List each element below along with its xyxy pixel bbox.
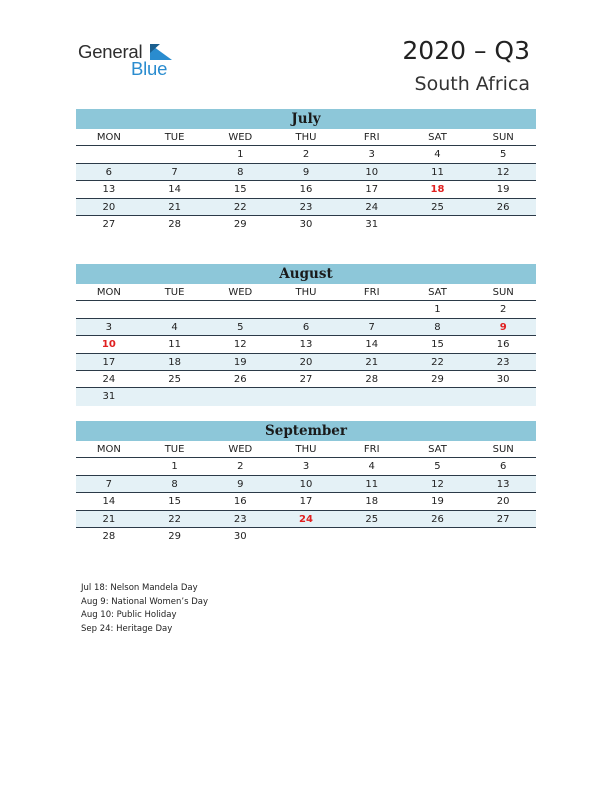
date-cell: 30	[496, 373, 510, 385]
date-cell: 3	[105, 321, 113, 333]
date-cell: 25	[365, 513, 379, 525]
date-cell: 5	[434, 461, 441, 473]
weekday-sun: SUN	[492, 444, 514, 455]
date-cell: 7	[171, 166, 178, 178]
empty-cell	[470, 216, 536, 233]
date-cell: 25	[431, 201, 444, 213]
week-row	[76, 319, 536, 336]
empty-cell	[405, 388, 471, 405]
date-cell: 19	[233, 356, 247, 368]
date-cell: 2	[302, 149, 310, 161]
date-cell: 1	[237, 149, 244, 161]
empty-cell	[470, 528, 536, 545]
date-cell: 29	[168, 530, 181, 542]
holiday-date-cell: 9	[499, 321, 507, 333]
date-cell: 26	[431, 513, 444, 525]
date-cell: 26	[233, 373, 247, 385]
empty-cell	[273, 301, 339, 317]
brand-logo	[78, 41, 178, 81]
weekday-sat: SAT	[428, 132, 447, 143]
weekday-sun: SUN	[492, 132, 514, 143]
date-cell: 22	[168, 513, 181, 525]
date-cell: 17	[102, 356, 116, 368]
weekday-sat: SAT	[428, 287, 447, 298]
date-cell: 29	[431, 373, 444, 385]
week-row	[76, 388, 536, 405]
holiday-date-cell: 18	[430, 184, 445, 196]
holiday-notes	[81, 582, 208, 636]
date-cell: 14	[102, 496, 116, 508]
empty-cell	[142, 146, 208, 162]
date-cell: 24	[102, 373, 116, 385]
date-cell: 25	[168, 373, 181, 385]
date-cell: 13	[299, 339, 313, 351]
weekday-fri: FRI	[363, 287, 380, 298]
holiday-note: Aug 10: Public Holiday	[81, 610, 177, 620]
week-row	[76, 528, 536, 545]
weekday-row	[76, 284, 536, 301]
week-row	[76, 458, 536, 475]
date-cell: 11	[365, 478, 379, 490]
date-cell: 10	[365, 166, 379, 178]
week-row	[76, 301, 536, 318]
weekday-wed: WED	[228, 444, 253, 455]
date-cell: 11	[431, 166, 444, 178]
empty-cell	[76, 146, 142, 162]
weekday-thu: THU	[295, 287, 317, 298]
date-cell: 4	[171, 321, 178, 333]
weekday-row	[76, 441, 536, 458]
date-cell: 7	[105, 478, 113, 490]
date-cell: 3	[368, 149, 375, 161]
empty-cell	[273, 528, 339, 545]
month-july	[76, 109, 536, 233]
date-cell: 6	[302, 321, 310, 333]
weekday-wed: WED	[228, 132, 253, 143]
weekday-fri: FRI	[363, 132, 380, 143]
date-cell: 27	[102, 218, 116, 230]
week-row	[76, 371, 536, 388]
date-cell: 8	[237, 166, 244, 178]
date-cell: 23	[233, 513, 247, 525]
date-cell: 14	[168, 184, 181, 196]
date-cell: 24	[365, 201, 379, 213]
date-cell: 18	[168, 356, 181, 368]
date-cell: 10	[299, 478, 313, 490]
empty-cell	[207, 388, 273, 405]
date-cell: 1	[171, 461, 178, 473]
week-row	[76, 476, 536, 493]
weekday-thu: THU	[295, 132, 317, 143]
date-cell: 28	[102, 530, 116, 542]
date-cell: 31	[102, 391, 116, 403]
date-cell: 31	[365, 218, 379, 230]
page-title: 2020 – Q3	[402, 36, 530, 65]
date-cell: 23	[496, 356, 510, 368]
empty-cell	[76, 301, 142, 317]
week-row	[76, 181, 536, 198]
date-cell: 3	[302, 461, 310, 473]
empty-cell	[207, 301, 273, 317]
date-cell: 15	[168, 496, 181, 508]
date-cell: 12	[431, 478, 444, 490]
date-cell: 30	[233, 530, 247, 542]
week-rows	[76, 458, 536, 545]
week-row	[76, 164, 536, 181]
date-cell: 23	[299, 201, 313, 213]
month-september	[76, 421, 536, 545]
holiday-note: Aug 9: National Women’s Day	[81, 596, 209, 607]
date-cell: 4	[434, 149, 441, 161]
date-cell: 21	[365, 356, 379, 368]
empty-cell	[405, 216, 471, 233]
date-cell: 21	[168, 201, 181, 213]
date-cell: 28	[168, 218, 181, 230]
week-row	[76, 199, 536, 216]
date-cell: 6	[499, 461, 507, 473]
date-cell: 2	[237, 461, 244, 473]
date-cell: 7	[368, 321, 375, 333]
date-cell: 5	[499, 149, 507, 161]
date-cell: 17	[365, 184, 379, 196]
date-cell: 12	[496, 166, 510, 178]
date-cell: 16	[496, 339, 510, 351]
weekday-tue: TUE	[164, 287, 185, 298]
month-header: September	[76, 421, 536, 441]
weekday-tue: TUE	[164, 132, 185, 143]
weekday-tue: TUE	[164, 444, 185, 455]
date-cell: 22	[233, 201, 247, 213]
date-cell: 20	[299, 356, 313, 368]
empty-cell	[339, 388, 405, 405]
weekday-row	[76, 129, 536, 146]
date-cell: 16	[299, 184, 313, 196]
weekday-sun: SUN	[492, 287, 514, 298]
holiday-date-cell: 10	[101, 339, 116, 351]
date-cell: 19	[496, 184, 510, 196]
date-cell: 12	[233, 339, 247, 351]
date-cell: 30	[299, 218, 313, 230]
date-cell: 18	[365, 496, 379, 508]
date-cell: 13	[496, 478, 510, 490]
date-cell: 15	[233, 184, 247, 196]
date-cell: 8	[171, 478, 178, 490]
date-cell: 27	[496, 513, 510, 525]
weekday-fri: FRI	[363, 444, 380, 455]
date-cell: 2	[499, 304, 507, 316]
date-cell: 21	[102, 513, 116, 525]
date-cell: 8	[434, 321, 441, 333]
empty-cell	[339, 301, 405, 317]
date-cell: 9	[302, 166, 310, 178]
holiday-date-cell: 24	[299, 513, 313, 525]
date-cell: 27	[299, 373, 313, 385]
date-cell: 5	[237, 321, 244, 333]
empty-cell	[76, 458, 142, 474]
date-cell: 13	[102, 184, 116, 196]
weekday-mon: MON	[96, 444, 121, 455]
weekday-mon: MON	[96, 132, 121, 143]
date-cell: 22	[431, 356, 444, 368]
empty-cell	[339, 528, 405, 545]
date-cell: 4	[368, 461, 375, 473]
week-row	[76, 354, 536, 371]
date-cell: 20	[496, 496, 510, 508]
weekday-thu: THU	[295, 444, 317, 455]
month-header: August	[76, 264, 536, 284]
week-row	[76, 493, 536, 510]
date-cell: 1	[434, 304, 441, 316]
empty-cell	[142, 388, 208, 405]
week-row	[76, 511, 536, 528]
weekday-wed: WED	[228, 287, 253, 298]
date-cell: 17	[299, 496, 313, 508]
date-cell: 19	[431, 496, 444, 508]
week-rows	[76, 146, 536, 233]
date-cell: 9	[237, 478, 244, 490]
brand-general-text: General	[78, 41, 143, 62]
date-cell: 14	[365, 339, 379, 351]
date-cell: 28	[365, 373, 379, 385]
week-row	[76, 216, 536, 233]
date-cell: 6	[105, 166, 113, 178]
date-cell: 26	[496, 201, 510, 213]
date-cell: 29	[233, 218, 247, 230]
weekday-sat: SAT	[428, 444, 447, 455]
brand-blue-text: Blue	[131, 58, 168, 79]
week-rows	[76, 301, 536, 405]
month-header: July	[76, 109, 536, 129]
date-cell: 20	[102, 201, 116, 213]
empty-cell	[405, 528, 471, 545]
empty-cell	[273, 388, 339, 405]
holiday-note: Jul 18: Nelson Mandela Day	[81, 583, 198, 593]
week-row	[76, 146, 536, 163]
date-cell: 15	[431, 339, 444, 351]
empty-cell	[142, 301, 208, 317]
week-row	[76, 336, 536, 353]
empty-cell	[470, 388, 536, 405]
date-cell: 11	[168, 339, 181, 351]
date-cell: 16	[233, 496, 247, 508]
holiday-note: Sep 24: Heritage Day	[81, 623, 173, 634]
weekday-mon: MON	[96, 287, 121, 298]
country-name: South Africa	[414, 73, 530, 95]
month-august	[76, 264, 536, 406]
